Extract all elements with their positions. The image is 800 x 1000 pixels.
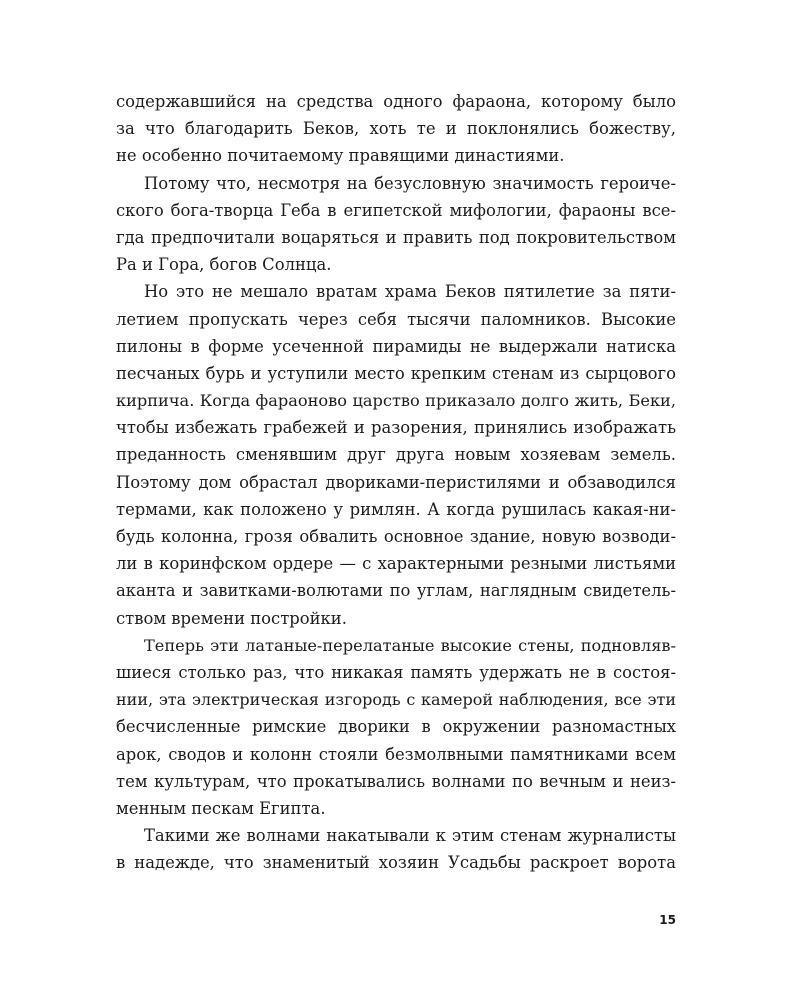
text-line: менным пескам Египта. <box>116 798 326 818</box>
text-line: арок, сводов и колонн стояли безмолвными памятниками всем <box>116 744 676 764</box>
text-line: Такими же волнами накатывали к этим стенам журналисты <box>144 826 676 846</box>
text-line: бесчисленные римские дворики в окружении разномастных <box>116 717 676 737</box>
text-line: ского бога-творца Геба в египетской мифологии, фараоны все- <box>116 200 676 220</box>
text-line: термами, как положено у римлян. А когда рушилась какая-ни- <box>116 499 676 519</box>
body-text <box>116 88 676 876</box>
text-line: песчаных бурь и уступили место крепким стенам из сырцового <box>116 363 676 383</box>
text-line: нии, эта электрическая изгородь с камерой наблюдения, все эти <box>116 690 676 710</box>
text-line: не особенно почитаемому правящими династиями. <box>116 146 565 166</box>
text-line: тем культурам, что прокатывались волнами по вечным и неиз- <box>116 771 676 791</box>
text-line: пилоны в форме усеченной пирамиды не выдержали натиска <box>116 336 676 356</box>
text-line: чтобы избежать грабежей и разорения, принялись изображать <box>116 418 676 438</box>
text-line: летием пропускать через себя тысячи паломников. Высокие <box>116 309 676 329</box>
text-line: кирпича. Когда фараоново царство приказало долго жить, Беки, <box>116 391 676 411</box>
text-line: Потому что, несмотря на безусловную значимость героиче- <box>144 173 676 193</box>
text-line: ством времени постройки. <box>116 608 347 628</box>
text-line: преданность сменявшим друг друга новым хозяевам земель. <box>116 445 676 465</box>
text-line: Ра и Гора, богов Солнца. <box>116 255 332 275</box>
text-line: шиеся столько раз, что никакая память удержать не в состоя- <box>116 662 676 682</box>
text-line: аканта и завитками-волютами по углам, наглядным свидетель- <box>116 581 676 601</box>
text-line: за что благодарить Беков, хоть те и поклонялись божеству, <box>116 119 676 139</box>
page-number: 15 <box>659 913 676 927</box>
text-line: будь колонна, грозя обвалить основное здание, новую возводи- <box>116 527 676 546</box>
text-line: в надежде, что знаменитый хозяин Усадьбы раскроет ворота <box>116 853 676 873</box>
text-line: Но это не мешало вратам храма Беков пятилетие за пяти- <box>144 282 676 302</box>
text-line: гда предпочитали воцаряться и править под покровительством <box>116 227 676 247</box>
text-line: ли в коринфском ордере — с характерными резными листьями <box>116 554 676 574</box>
text-line: Поэтому дом обрастал двориками-перистилями и обзаводился <box>116 472 676 492</box>
text-line: содержавшийся на средства одного фараона, которому было <box>116 92 676 111</box>
text-line: Теперь эти латаные-перелатаные высокие стены, подновляв- <box>144 635 676 655</box>
